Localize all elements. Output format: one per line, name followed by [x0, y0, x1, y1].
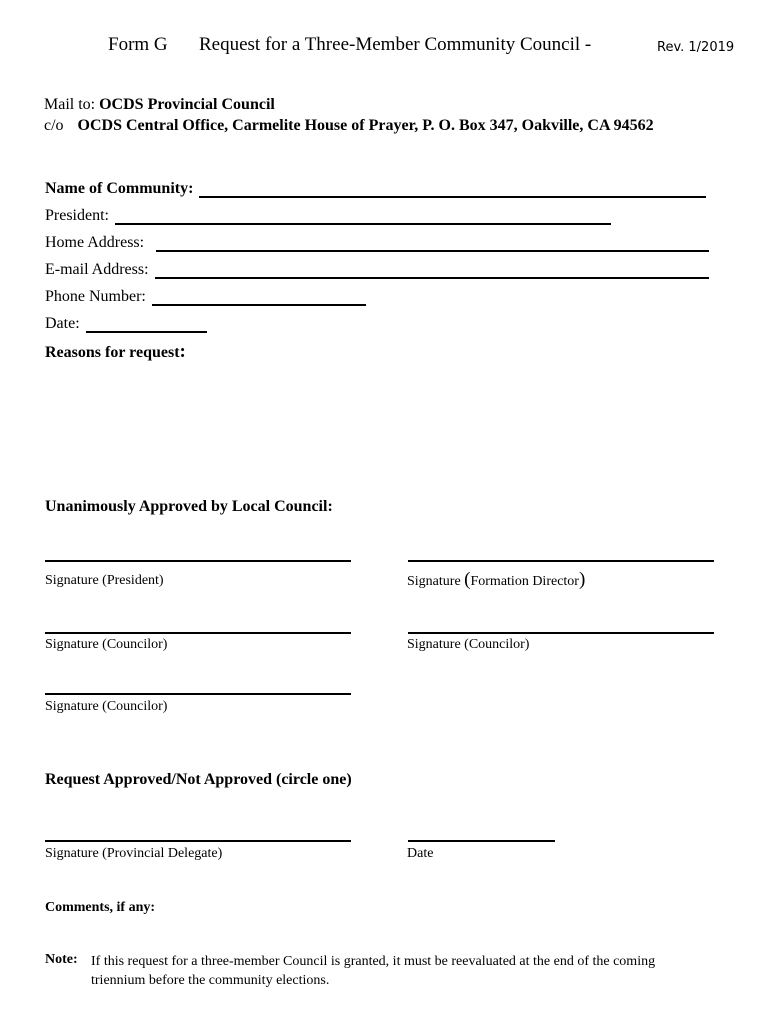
president-signature-line[interactable]	[45, 560, 351, 562]
mail-to-name: OCDS Provincial Council	[99, 96, 275, 113]
email-input-line[interactable]	[155, 262, 709, 279]
care-of-line	[44, 117, 654, 135]
community-input-line[interactable]	[199, 181, 706, 198]
formation-director-open-paren: (	[464, 569, 471, 590]
reasons-heading	[45, 341, 186, 363]
note-label: Note:	[45, 952, 78, 967]
formation-director-signature-label	[407, 569, 585, 591]
reasons-colon: :	[179, 341, 186, 362]
revision-label: Rev. 1/2019	[657, 40, 735, 55]
councilor-2-signature-label: Signature (Councilor)	[407, 637, 530, 652]
president-field	[45, 207, 611, 225]
home-address-field	[45, 234, 709, 252]
form-title: Request for a Three-Member Community Council -	[199, 34, 592, 55]
formation-director-role: Formation Director	[470, 574, 579, 589]
phone-input-line[interactable]	[152, 289, 366, 306]
president-label: President:	[45, 207, 109, 224]
councilor-1-signature-label: Signature (Councilor)	[45, 637, 168, 652]
care-of-label: c/o	[44, 117, 64, 134]
councilor-1-signature-line[interactable]	[45, 632, 351, 634]
phone-label: Phone Number:	[45, 288, 146, 305]
community-label: Name of Community:	[45, 180, 194, 197]
councilor-3-signature-label: Signature (Councilor)	[45, 699, 168, 714]
reasons-label: Reasons for request	[45, 344, 180, 361]
form-id: Form G	[108, 34, 168, 55]
provincial-delegate-signature-label: Signature (Provincial Delegate)	[45, 846, 223, 861]
mail-to-line	[44, 96, 275, 114]
email-label: E-mail Address:	[45, 261, 149, 278]
formation-director-close-paren: )	[578, 569, 586, 590]
provincial-date-line[interactable]	[408, 840, 555, 842]
provincial-delegate-signature-line[interactable]	[45, 840, 351, 842]
mail-to-label: Mail to:	[44, 96, 96, 113]
comments-label: Comments, if any:	[45, 900, 156, 915]
president-input-line[interactable]	[115, 208, 611, 225]
date-field	[45, 315, 207, 333]
community-field	[45, 180, 706, 198]
note-block	[45, 952, 711, 990]
home-address-input-line[interactable]	[156, 235, 709, 252]
note-text: If this request for a three-member Council is granted, it must be reevaluated at the end of the coming triennium before the community elections.	[91, 954, 656, 988]
formation-director-sig-prefix: Signature	[407, 574, 465, 589]
president-signature-label: Signature (President)	[45, 573, 164, 588]
provincial-date-label: Date	[407, 846, 434, 861]
local-council-heading: Unanimously Approved by Local Council:	[45, 498, 333, 515]
home-address-label: Home Address:	[45, 234, 145, 251]
date-label: Date:	[45, 315, 80, 332]
provincial-approval-heading: Request Approved/Not Approved (circle one)	[45, 771, 352, 788]
councilor-3-signature-line[interactable]	[45, 693, 351, 695]
date-input-line[interactable]	[86, 316, 207, 333]
email-field	[45, 261, 709, 279]
councilor-2-signature-line[interactable]	[408, 632, 714, 634]
phone-field	[45, 288, 366, 306]
formation-director-signature-line[interactable]	[408, 560, 714, 562]
care-of-address: OCDS Central Office, Carmelite House of Prayer, P. O. Box 347, Oakville, CA 94562	[77, 117, 654, 134]
